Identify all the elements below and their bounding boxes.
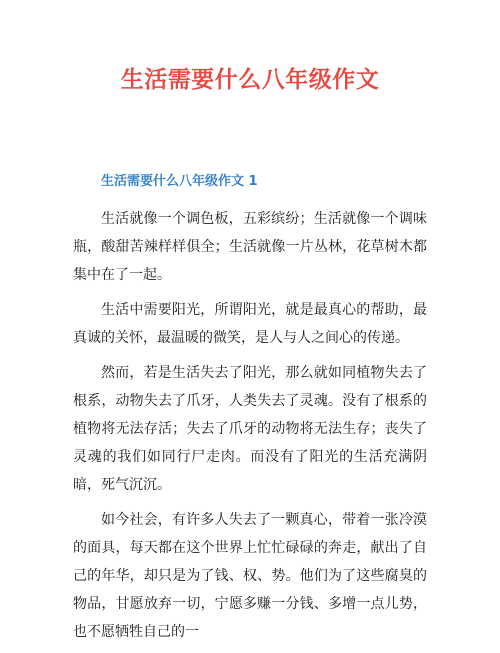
paragraph-2: 生活中需要阳光，所谓阳光，就是最真心的帮助，最真诚的关怀，最温暖的微笑，是人与人之间心的传递。 bbox=[73, 302, 427, 346]
section-heading: 生活需要什么八年级作文 1 bbox=[101, 174, 258, 189]
paragraph-3: 然而，若是生活失去了阳光，那么就如同植物失去了根系，动物失去了爪牙，人类失去了灵魂。没有了根系的植物将无法存活；失去了爪牙的动物将无法生存；丧失了灵魂的我们如同行尸走肉。而没有了阳光的生活充满阴暗，死气沉沉。 bbox=[73, 365, 427, 493]
paragraph-4: 如今社会，有许多人失去了一颗真心，带着一张冷漠的面具，每天都在这个世界上忙忙碌碌的奔走，献出了自己的年华，却只是为了钱、权、势。他们为了这些腐臭的物品，甘愿放弃一切，宁愿多赚一分钱、多增一点儿势，也不愿牺牲自己的一 bbox=[73, 512, 427, 640]
document-title: 生活需要什么八年级作文 bbox=[120, 67, 380, 93]
document-body bbox=[73, 205, 427, 653]
paragraph-1: 生活就像一个调色板，五彩缤纷；生活就像一个调味瓶，酸甜苦辣样样俱全；生活就像一片丛林，花草树木都集中在了一起。 bbox=[73, 211, 427, 283]
